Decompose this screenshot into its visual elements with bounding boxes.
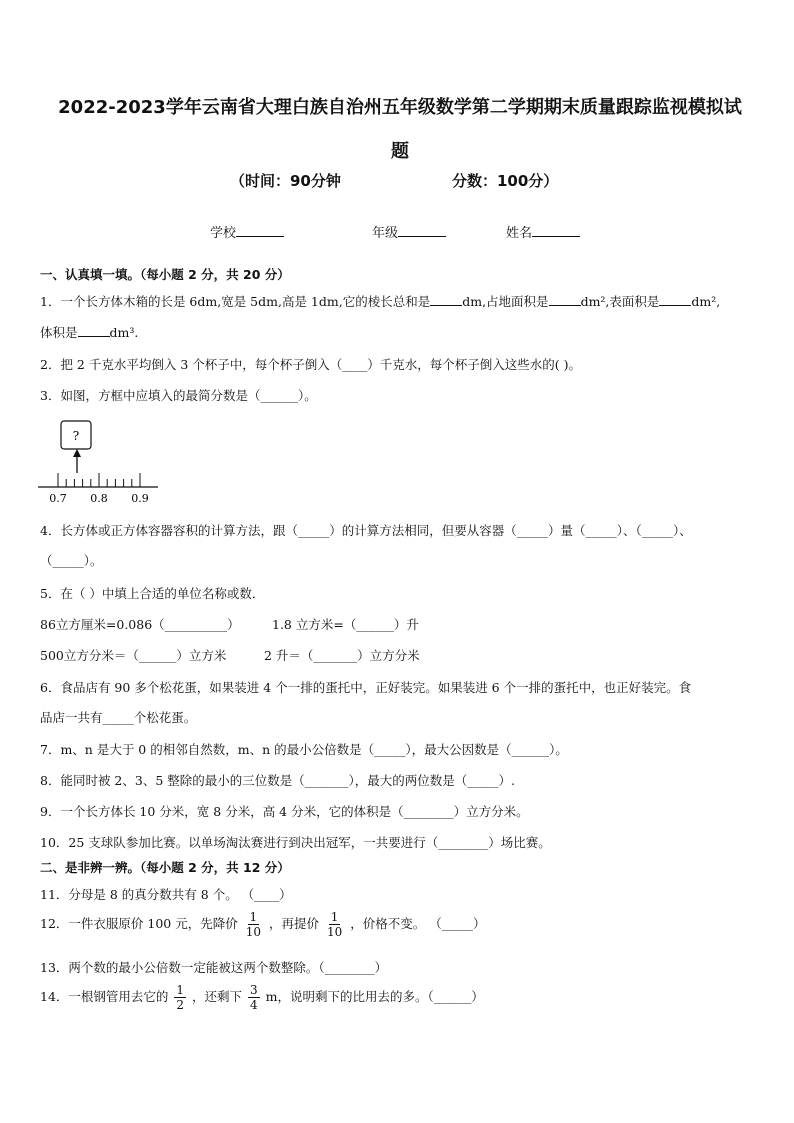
question-4-line-2: （_____）。 <box>40 553 103 568</box>
school-label: 学校 <box>210 226 237 241</box>
question-6-line-1: 6．食品店有 90 多个松花蛋，如果装进 4 个一排的蛋托中，正好装完。如果装进 6 个一排的蛋托中，也正好装完。食 <box>40 680 692 695</box>
question-10: 10．25 支球队参加比赛。以单场淘汰赛进行到决出冠军，一共要进行（________）场比赛。 <box>40 835 551 850</box>
question-8: 8．能同时被 2、3、5 整除的最小的三位数是（_______），最大的两位数是（_____）. <box>40 773 515 788</box>
section-2-heading: 二、是非辨一辨。（每小题 2 分，共 12 分） <box>40 860 290 875</box>
arrow-up-icon <box>73 449 81 457</box>
tick-label-0-9: 0.9 <box>131 492 149 505</box>
question-1-line-2: 体积是 dm³. <box>40 325 139 340</box>
time-limit: （时间：90分钟 <box>230 172 341 190</box>
fraction-1-10-a: $\frac{1}{10}$ <box>245 910 261 939</box>
name-label: 姓名 <box>506 226 533 241</box>
question-2: 2．把 2 千克水平均倒入 3 个杯子中，每个杯子倒入（____）千克水，每个杯子倒入这些水的( )。 <box>40 357 581 372</box>
name-field[interactable] <box>506 222 580 241</box>
document-title <box>40 86 760 174</box>
question-9: 9．一个长方体长 10 分米，宽 8 分米，高 4 分米，它的体积是（________）立方分米。 <box>40 804 529 819</box>
box-question-mark: ? <box>72 429 80 443</box>
school-field[interactable] <box>210 222 284 241</box>
section-1-heading: 一、认真填一填。（每小题 2 分，共 20 分） <box>40 267 290 282</box>
question-5-a: 86立方厘米=0.086（__________） <box>40 617 240 632</box>
title-line-1: 2022-2023学年云南省大理白族自治州五年级数学第二学期期末质量跟踪监视模拟试 <box>58 97 742 118</box>
question-14: 14．一根钢管用去它的 $\frac{1}{2}$ ，还剩下 $\frac{3}{4}$ m，说明剩下的比用去的多。（______） <box>40 983 484 1012</box>
fraction-1-10-b: $\frac{1}{10}$ <box>326 910 343 939</box>
question-1-line-1: 1．一个长方体木箱的长是 6dm,宽是 5dm,高是 1dm,它的棱长总和是 dm,占地面积是 dm²,表面积是 dm², <box>40 294 721 309</box>
question-4-line-1: 4．长方体或正方体容器容积的计算方法，跟（_____）的计算方法相同，但要从容器（_____）量（_____）、（_____）、 <box>40 523 692 538</box>
fraction-3-4: $\frac{3}{4}$ <box>250 983 258 1012</box>
fraction-1-2: $\frac{1}{2}$ <box>176 983 185 1012</box>
grade-label: 年级 <box>372 226 399 241</box>
grade-field[interactable] <box>372 222 446 241</box>
question-7: 7．m、n 是大于 0 的相邻自然数，m、n 的最小公倍数是（_____），最大公因数是（______）。 <box>40 742 568 757</box>
number-line-figure <box>36 418 166 508</box>
question-11: 11．分母是 8 的真分数共有 8 个。 （____） <box>40 887 292 902</box>
q1-blank-4[interactable] <box>78 324 110 337</box>
question-6-line-2: 品店一共有_____个松花蛋。 <box>40 710 197 725</box>
q1-blank-3[interactable] <box>659 293 691 306</box>
total-score: 分数：100分） <box>452 172 559 190</box>
question-5-d: 2 升＝（_______）立方分米 <box>264 648 420 663</box>
question-12: 12．一件衣服原价 100 元，先降价 $\frac{1}{10}$ ，再提价 $\frac{1}{10}$ ，价格不变。 （_____） <box>40 910 486 939</box>
question-3: 3．如图，方框中应填入的最简分数是（______）。 <box>40 388 317 403</box>
question-5: 5．在（ ）中填上合适的单位名称或数． <box>40 586 265 601</box>
question-5-c: 500立方分米＝（______）立方米 <box>40 648 227 663</box>
q1-blank-2[interactable] <box>549 293 581 306</box>
question-5-b: 1.8 立方米=（______）升 <box>272 617 419 632</box>
question-13: 13．两个数的最小公倍数一定能被这两个数整除。（________） <box>40 960 388 975</box>
q1-blank-1[interactable] <box>430 293 462 306</box>
title-line-2: 题 <box>391 141 409 162</box>
tick-label-0-8: 0.8 <box>90 492 108 505</box>
tick-label-0-7: 0.7 <box>49 492 67 505</box>
